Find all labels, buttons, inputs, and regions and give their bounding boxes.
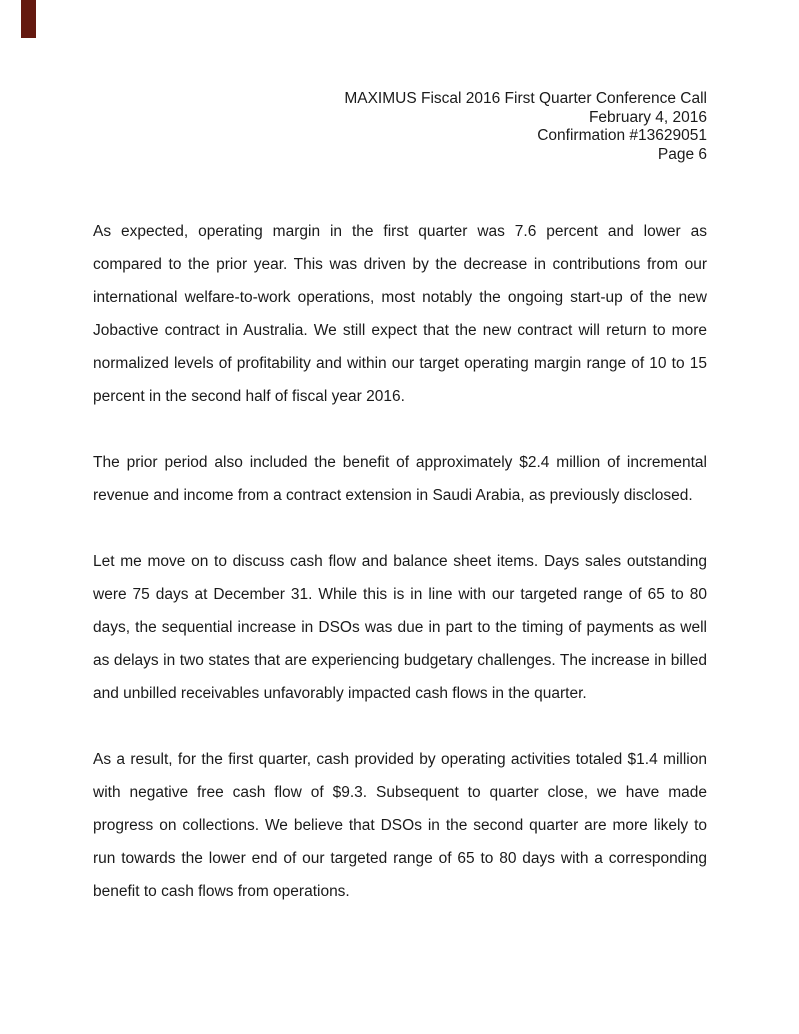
header-title: MAXIMUS Fiscal 2016 First Quarter Conference Call bbox=[344, 90, 707, 107]
document-header bbox=[93, 90, 707, 164]
paragraph-cash-flow-balance-sheet: Let me move on to discuss cash flow and balance sheet items. Days sales outstanding were 75 days at December 31. While this is in line with our targeted range of 65 to 80 days, the sequential increase in DSOs was due in part to the timing of payments as well as delays in two states that are experiencing budgetary challenges. The increase in billed and unbilled receivables unfavorably impacted cash flows in the quarter. bbox=[93, 553, 707, 702]
header-date: February 4, 2016 bbox=[588, 108, 707, 126]
page-content bbox=[93, 0, 707, 908]
paragraph-operating-activities: As a result, for the first quarter, cash provided by operating activities totaled $1.4 million with negative free cash flow of $9.3. Subsequent to quarter close, we have made progress on collections. We believe that DSOs in the second quarter are more likely to run towards the lower end of our targeted range of 65 to 80 days with a corresponding benefit to cash flows from operations. bbox=[93, 751, 707, 900]
scan-artifact-mark bbox=[21, 0, 36, 38]
document-body bbox=[93, 215, 707, 908]
paragraph-prior-period-benefit: The prior period also included the benefit of approximately $2.4 million of incremental revenue and income from a contract extension in Saudi Arabia, as previously disclosed. bbox=[93, 454, 707, 504]
header-page-number: Page 6 bbox=[657, 145, 707, 163]
paragraph-operating-margin: As expected, operating margin in the first quarter was 7.6 percent and lower as compared to the prior year. This was driven by the decrease in contributions from our international welfare-to-work operations, most notably the ongoing start-up of the new Jobactive contract in Australia. We still expect that the new contract will return to more normalized levels of profitability and within our target operating margin range of 10 to 15 percent in the second half of fiscal year 2016. bbox=[93, 223, 707, 405]
header-confirmation-number: Confirmation #13629051 bbox=[537, 127, 707, 144]
